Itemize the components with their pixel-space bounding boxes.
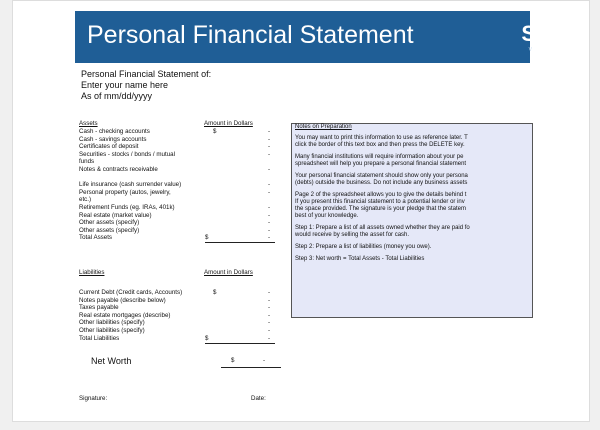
asset-amount-cell[interactable]: - [268, 135, 271, 143]
asset-amount-cell[interactable]: - [268, 188, 271, 196]
asset-amount-cell[interactable]: - [268, 128, 271, 135]
notes-heading: Notes on Preparation [295, 124, 352, 130]
net-worth-value: - [263, 357, 266, 364]
notes-paragraph [295, 135, 532, 149]
signature-label: Signature: [79, 395, 108, 402]
notes-line: You may want to print this information to use as reference later. T [295, 135, 468, 141]
notes-paragraph [295, 225, 532, 239]
assets-amount-heading: Amount in Dollars [204, 120, 253, 127]
liability-row-label: Notes payable (describe below) [79, 296, 166, 304]
asset-row-label: Retirement Funds (eg. IRAs, 401k) [79, 204, 175, 211]
notes-line: best of your knowledge. [295, 213, 359, 219]
notes-paragraph [295, 244, 532, 251]
asset-row-label: Notes & contracts receivable [79, 166, 158, 173]
liability-row-label: Current Debt (Credit cards, Accounts) [79, 289, 183, 296]
liability-row-label: Taxes payable [79, 304, 119, 312]
notes-paragraph [295, 256, 532, 263]
asset-row-label: Securities - stocks / bonds / mutual [79, 150, 175, 158]
notes-paragraph [295, 154, 532, 168]
asset-row-label: Life insurance (cash surrender value) [79, 181, 182, 189]
asset-currency: $ [205, 234, 209, 242]
asset-amount-cell[interactable]: - [268, 234, 271, 242]
asset-row-label: Cash - savings accounts [79, 135, 147, 143]
asset-row-label: Cash - checking accounts [79, 128, 150, 135]
notes-line: Step 1: Prepare a list of all assets owned whether they are paid fo [295, 225, 470, 231]
asset-amount-cell[interactable]: - [268, 211, 271, 219]
document-page [12, 0, 590, 422]
liability-amount-cell[interactable]: - [268, 327, 271, 334]
name-field[interactable]: Enter your name here [81, 80, 169, 90]
notes-line: Your personal financial statement should show only your persona [295, 173, 468, 179]
notes-line: Many financial institutions will require information about your pe [295, 154, 464, 160]
notes-on-preparation-box[interactable] [291, 123, 533, 318]
notes-line: spreadsheet will help you prepare a personal financial statement [295, 161, 467, 167]
notes-line: Page 2 of the spreadsheet allows you to give the details behind t [295, 192, 467, 198]
total-assets-underline [205, 242, 275, 243]
banner-title: Personal Financial Statement [87, 21, 414, 49]
liability-currency: $ [213, 289, 217, 296]
liability-amount-cell[interactable]: - [268, 334, 271, 342]
asset-amount-cell[interactable]: - [268, 204, 271, 211]
liability-row-label: Real estate mortgages (describe) [79, 311, 171, 319]
notes-line: (debts) outside the business. Do not include any business assets [295, 180, 468, 186]
asset-row-label: funds [79, 158, 95, 166]
liability-amount-cell[interactable]: - [268, 311, 271, 319]
asset-amount-cell[interactable]: - [268, 226, 271, 234]
notes-paragraph [295, 192, 532, 220]
asset-amount-cell[interactable]: - [268, 143, 271, 151]
date-field[interactable]: As of mm/dd/yyyy [81, 91, 153, 101]
liability-amount-cell[interactable]: - [268, 319, 271, 327]
liability-row-label: Total Liabilities [79, 334, 120, 342]
statement-of-label: Personal Financial Statement of: [81, 69, 212, 79]
notes-line: Step 2: Prepare a list of liabilities (money you owe). [295, 244, 432, 250]
brand-logo-sub: V [528, 47, 532, 53]
liability-amount-cell[interactable]: - [268, 304, 271, 312]
liability-row-label: Other liabilities (specify) [79, 327, 145, 334]
date-label: Date: [251, 395, 266, 402]
liabilities-heading: Liabilities [79, 269, 105, 276]
total-liabilities-underline [205, 343, 275, 344]
asset-row-label: Total Assets [79, 234, 113, 242]
title-banner [75, 11, 536, 63]
asset-row-label: Personal property (autos, jewelry, [79, 188, 171, 196]
asset-row-label: etc.) [79, 196, 92, 204]
asset-amount-cell[interactable]: - [268, 219, 271, 227]
net-worth-underline [221, 367, 281, 368]
net-worth-currency: $ [231, 357, 235, 364]
notes-line: Step 3: Net worth = Total Assets - Total Liabilities [295, 256, 425, 262]
notes-line: click the border of this text box and then press the DELETE key. [295, 142, 465, 148]
notes-line: If you present this financial statement to a potential lender or inv [295, 199, 465, 205]
asset-row-label: Other assets (specify) [79, 226, 140, 234]
asset-row-label: Certificates of deposit [79, 143, 139, 151]
notes-line: the space provided. The signature is your pledge that the statem [295, 206, 466, 212]
assets-heading: Assets [79, 120, 98, 127]
notes-paragraph [295, 173, 532, 187]
asset-row-label: Other assets (specify) [79, 219, 140, 227]
asset-row-label: Real estate (market value) [79, 211, 152, 219]
liability-row-label: Other liabilities (specify) [79, 319, 145, 327]
asset-amount-cell[interactable]: - [268, 181, 271, 189]
asset-amount-cell[interactable]: - [268, 150, 271, 158]
net-worth-label: Net Worth [91, 356, 132, 366]
liability-currency: $ [205, 334, 209, 342]
brand-logo: S [521, 21, 536, 46]
liability-amount-cell[interactable]: - [268, 296, 271, 304]
liability-amount-cell[interactable]: - [268, 289, 271, 296]
asset-amount-cell[interactable]: - [268, 166, 271, 173]
liabilities-amount-heading: Amount in Dollars [204, 269, 253, 276]
asset-currency: $ [213, 128, 217, 135]
notes-line: would receive by selling the asset for cash. [295, 232, 410, 238]
